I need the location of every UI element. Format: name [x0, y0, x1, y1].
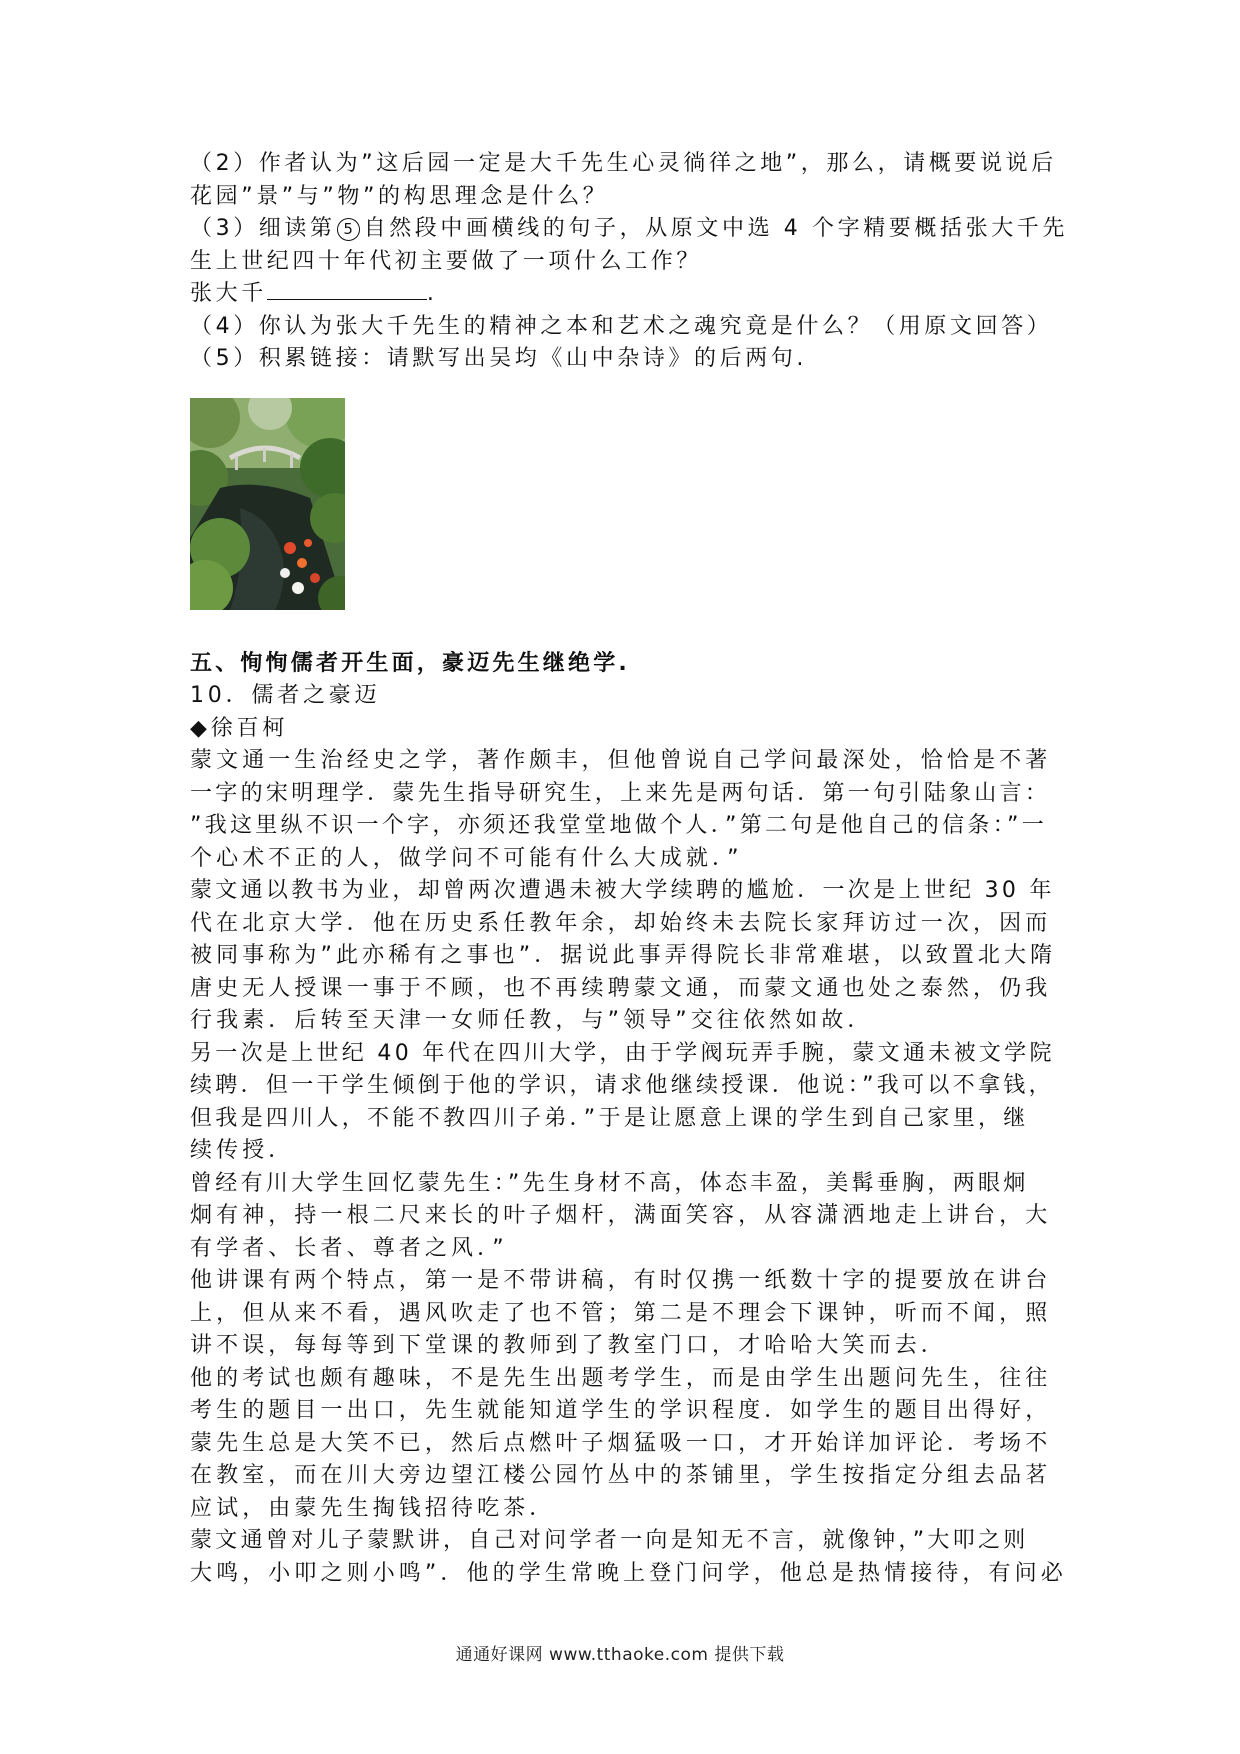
article-line: 应试，由蒙先生掏钱招待吃茶． — [190, 1495, 556, 1521]
article-line: 但我是四川人，不能不教四川子弟．”于是让愿意上课的学生到自己家里，继 — [190, 1105, 1029, 1131]
article-line: 一字的宋明理学．蒙先生指导研究生，上来先是两句话．第一句引陆象山言： — [190, 780, 1051, 806]
article-line: 上，但从来不看，遇风吹走了也不管；第二是不理会下课钟，听而不闻，照 — [190, 1300, 1052, 1326]
article-line: 在教室，而在川大旁边望江楼公园竹丛中的茶铺里，学生按指定分组去品茗 — [190, 1463, 1052, 1488]
question-2-line-1: （2）作者认为”这后园一定是大千先生心灵徜徉之地”，那么，请概要说说后 — [190, 151, 1057, 176]
question-2-line-2: 花园”景”与”物”的构思理念是什么？ — [190, 183, 609, 209]
document-page — [190, 148, 1068, 1590]
article-author: ◆徐百柯 — [190, 715, 289, 741]
section-title: 五、恂恂儒者开生面，豪迈先生继绝学. — [190, 650, 630, 676]
question-3-rest: 自然段中画横线的句子，从原文中选 4 个字精要概括张大千先 — [363, 216, 1068, 241]
question-5: （5）积累链接：请默写出吴均《山中杂诗》的后两句. — [190, 346, 807, 371]
article-line: 另一次是上世纪 40 年代在四川大学，由于学阀玩弄手腕，蒙文通未被文学院 — [190, 1040, 1055, 1066]
article-line: 蒙文通以教书为业，却曾两次遭遇未被大学续聘的尴尬．一次是上世纪 30 年 — [190, 878, 1055, 903]
question-3-answer-line — [190, 278, 1052, 311]
article-line: 有学者、长者、尊者之风．” — [190, 1235, 508, 1261]
article-line: 续传授． — [190, 1138, 295, 1163]
question-3-line-2: 生上世纪四十年代初主要做了一项什么工作？ — [190, 248, 703, 274]
article-line: 炯有神，持一根二尺来长的叶子烟杆，满面笑容，从容潇洒地走上讲台，大 — [190, 1203, 1052, 1228]
article-line: 蒙先生总是大笑不已，然后点燃叶子烟猛吸一口，才开始详加评论．考场不 — [190, 1430, 1052, 1456]
article-line: 他讲课有两个特点，第一是不带讲稿，有时仅携一纸数十字的提要放在讲台 — [190, 1268, 1052, 1293]
answer-blank[interactable] — [267, 279, 427, 300]
article-line: 曾经有川大学生回忆蒙先生：”先生身材不高，体态丰盈，美髯垂胸，两眼炯 — [190, 1170, 1029, 1196]
article-line: 大鸣，小叩之则小鸣”．他的学生常晚上登门问学，他总是热情接待，有问必 — [190, 1560, 1067, 1586]
question-number-title: 10．儒者之豪迈 — [190, 683, 381, 708]
garden-photo — [190, 398, 345, 610]
article-line: 考生的题目一出口，先生就能知道学生的学识程度．如学生的题目出得好， — [190, 1398, 1052, 1423]
article-line: 个心术不正的人，做学问不可能有什么大成就．” — [190, 845, 743, 871]
article-line: ”我这里纵不识一个字，亦须还我堂堂地做个人．”第二句是他自己的信条：”一 — [190, 813, 1047, 838]
question-block — [190, 148, 1068, 376]
circled-number-icon: 5 — [337, 218, 360, 241]
article-line: 续聘．但一干学生倾倒于他的学识，请求他继续授课．他说：”我可以不拿钱， — [190, 1073, 1054, 1098]
article-body — [190, 745, 1067, 1590]
article-line: 代在北京大学．他在历史系任教年余，却始终未去院长家拜访过一次，因而 — [190, 910, 1052, 936]
answer-prefix: 张大千 — [190, 281, 267, 306]
article-line: 唐史无人授课一事于不顾，也不再续聘蒙文通，而蒙文通也处之泰然，仍我 — [190, 975, 1052, 1001]
article-line: 他的考试也颇有趣味，不是先生出题考学生，而是由学生出题问先生，往往 — [190, 1365, 1052, 1391]
answer-suffix: . — [426, 281, 438, 306]
question-3-prefix: （3）细读第 — [190, 216, 336, 241]
article-line: 被同事称为”此亦稀有之事也”．据说此事弄得院长非常难堪，以致置北大隋 — [190, 943, 1057, 968]
article-line: 蒙文通一生治经史之学，著作颇丰，但他曾说自己学问最深处，恰恰是不著 — [190, 748, 1052, 773]
question-4: （4）你认为张大千先生的精神之本和艺术之魂究竟是什么？（用原文回答） — [190, 313, 1053, 339]
article-line: 蒙文通曾对儿子蒙默讲，自己对问学者一向是知无不言，就像钟，”大叩之则 — [190, 1528, 1029, 1553]
article-line: 讲不误，每每等到下堂课的教师到了教室门口，才哈哈大笑而去． — [190, 1333, 947, 1358]
article-line: 行我素．后转至天津一女师任教，与”领导”交往依然如故． — [190, 1008, 874, 1033]
question-3-line-1 — [190, 213, 1068, 246]
page-footer: 通通好课网 www.tthaoke.com 提供下载 — [455, 1645, 785, 1665]
